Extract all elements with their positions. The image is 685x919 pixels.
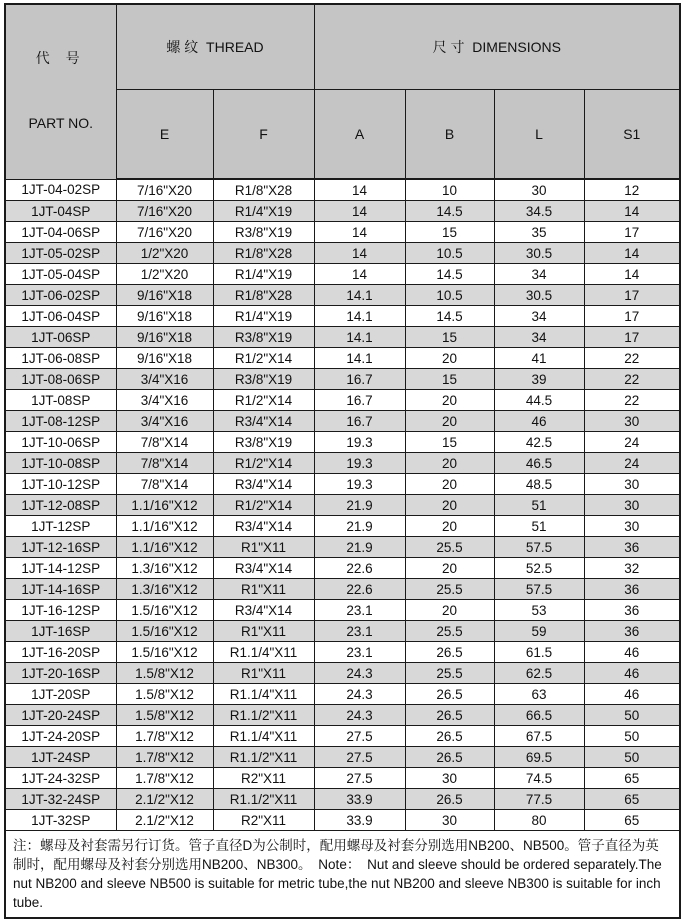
table-cell: 26.5	[405, 642, 494, 663]
table-row	[5, 558, 680, 579]
table-cell: 23.1	[314, 642, 405, 663]
table-cell: 63	[494, 684, 584, 705]
header-col-a: A	[314, 90, 405, 179]
table-cell: 1JT-06-02SP	[5, 285, 116, 306]
table-cell: 7/8"X14	[116, 453, 213, 474]
table-cell: 26.5	[405, 789, 494, 810]
table-cell: R3/4"X14	[213, 516, 314, 537]
table-cell: 14	[314, 222, 405, 243]
table-cell: 7/16"X20	[116, 179, 213, 201]
table-cell: 1JT-20SP	[5, 684, 116, 705]
table-cell: R3/8"X19	[213, 327, 314, 348]
table-cell: 27.5	[314, 747, 405, 768]
table-cell: 1.5/16"X12	[116, 600, 213, 621]
table-cell: 22	[584, 390, 680, 411]
table-row	[5, 411, 680, 432]
catalog-page	[4, 3, 681, 919]
table-cell: 61.5	[494, 642, 584, 663]
table-cell: 32	[584, 558, 680, 579]
table-cell: 1JT-16SP	[5, 621, 116, 642]
table-cell: 3/4"X16	[116, 390, 213, 411]
table-cell: 1JT-12SP	[5, 516, 116, 537]
table-cell: 14	[584, 264, 680, 285]
table-cell: R1/2"X14	[213, 495, 314, 516]
table-cell: R2"X11	[213, 810, 314, 831]
table-cell: 16.7	[314, 390, 405, 411]
table-cell: 19.3	[314, 432, 405, 453]
table-cell: R3/4"X14	[213, 558, 314, 579]
table-cell: 12	[584, 179, 680, 201]
table-cell: 50	[584, 705, 680, 726]
table-cell: 30.5	[494, 285, 584, 306]
table-cell: 14	[314, 179, 405, 201]
table-row	[5, 726, 680, 747]
table-cell: 20	[405, 390, 494, 411]
note-row	[5, 831, 680, 918]
table-row	[5, 453, 680, 474]
table-cell: 25.5	[405, 663, 494, 684]
table-row	[5, 768, 680, 789]
table-cell: 65	[584, 768, 680, 789]
table-cell: 26.5	[405, 705, 494, 726]
table-row	[5, 600, 680, 621]
header-dimensions-group: 尺 寸 DIMENSIONS	[314, 4, 680, 90]
table-body	[5, 179, 680, 831]
table-cell: 1.5/8"X12	[116, 684, 213, 705]
table-cell: 1JT-14-16SP	[5, 579, 116, 600]
table-row	[5, 243, 680, 264]
table-cell: 22.6	[314, 558, 405, 579]
table-cell: 1JT-24-20SP	[5, 726, 116, 747]
table-cell: R3/8"X19	[213, 369, 314, 390]
table-cell: 1JT-04-06SP	[5, 222, 116, 243]
table-cell: 42.5	[494, 432, 584, 453]
table-cell: 1.3/16"X12	[116, 558, 213, 579]
table-cell: R1/4"X19	[213, 201, 314, 222]
table-cell: 1JT-06SP	[5, 327, 116, 348]
table-footer	[5, 831, 680, 918]
table-row	[5, 179, 680, 201]
table-cell: 30	[584, 474, 680, 495]
table-row	[5, 621, 680, 642]
table-row	[5, 201, 680, 222]
table-cell: 80	[494, 810, 584, 831]
table-cell: 1.1/16"X12	[116, 516, 213, 537]
table-cell: 20	[405, 348, 494, 369]
header-col-f: F	[213, 90, 314, 179]
table-cell: 22.6	[314, 579, 405, 600]
table-cell: 67.5	[494, 726, 584, 747]
table-cell: 14	[314, 201, 405, 222]
table-cell: R1"X11	[213, 663, 314, 684]
table-row	[5, 663, 680, 684]
table-cell: 66.5	[494, 705, 584, 726]
table-cell: R1/2"X14	[213, 348, 314, 369]
table-cell: 1JT-12-08SP	[5, 495, 116, 516]
table-cell: 17	[584, 306, 680, 327]
header-thread-group: 螺 纹 THREAD	[116, 4, 314, 90]
table-cell: 1/2"X20	[116, 264, 213, 285]
table-cell: 20	[405, 453, 494, 474]
table-cell: 20	[405, 600, 494, 621]
table-cell: 26.5	[405, 726, 494, 747]
table-cell: 1JT-04SP	[5, 201, 116, 222]
table-cell: 20	[405, 516, 494, 537]
table-cell: 30	[494, 179, 584, 201]
table-cell: 1.5/16"X12	[116, 642, 213, 663]
table-cell: R3/4"X14	[213, 411, 314, 432]
table-cell: 14.5	[405, 201, 494, 222]
table-cell: 57.5	[494, 537, 584, 558]
table-row	[5, 495, 680, 516]
table-cell: 15	[405, 432, 494, 453]
table-cell: 1JT-12-16SP	[5, 537, 116, 558]
table-cell: 7/16"X20	[116, 222, 213, 243]
table-cell: 1.5/8"X12	[116, 705, 213, 726]
table-header	[5, 4, 680, 179]
table-cell: 9/16"X18	[116, 285, 213, 306]
table-row	[5, 264, 680, 285]
table-cell: 23.1	[314, 600, 405, 621]
table-cell: 22	[584, 348, 680, 369]
table-cell: 34	[494, 306, 584, 327]
table-cell: 10	[405, 179, 494, 201]
table-cell: 1JT-14-12SP	[5, 558, 116, 579]
table-cell: R1/8"X28	[213, 179, 314, 201]
table-cell: 53	[494, 600, 584, 621]
table-row	[5, 222, 680, 243]
table-row	[5, 348, 680, 369]
table-cell: 46	[494, 411, 584, 432]
table-cell: 33.9	[314, 810, 405, 831]
table-cell: R1.1/2"X11	[213, 747, 314, 768]
table-cell: 25.5	[405, 621, 494, 642]
table-cell: 26.5	[405, 747, 494, 768]
table-cell: 9/16"X18	[116, 327, 213, 348]
table-cell: 1JT-10-12SP	[5, 474, 116, 495]
table-cell: R1/2"X14	[213, 390, 314, 411]
table-cell: 21.9	[314, 537, 405, 558]
table-cell: 62.5	[494, 663, 584, 684]
table-cell: 1JT-20-16SP	[5, 663, 116, 684]
table-cell: 65	[584, 789, 680, 810]
table-cell: R1"X11	[213, 537, 314, 558]
table-cell: R1.1/2"X11	[213, 789, 314, 810]
table-cell: 10.5	[405, 243, 494, 264]
table-cell: R3/4"X14	[213, 600, 314, 621]
header-part-no-en: PART NO.	[28, 115, 94, 132]
table-cell: R1.1/4"X11	[213, 726, 314, 747]
table-cell: 36	[584, 600, 680, 621]
table-cell: R1.1/4"X11	[213, 684, 314, 705]
table-cell: 52.5	[494, 558, 584, 579]
table-cell: 34	[494, 327, 584, 348]
table-cell: 1.3/16"X12	[116, 579, 213, 600]
table-cell: 14.1	[314, 348, 405, 369]
table-cell: R1"X11	[213, 621, 314, 642]
table-cell: 1JT-24SP	[5, 747, 116, 768]
table-cell: 20	[405, 558, 494, 579]
table-cell: 1JT-20-24SP	[5, 705, 116, 726]
table-cell: 36	[584, 579, 680, 600]
table-cell: 46	[584, 684, 680, 705]
table-row	[5, 516, 680, 537]
table-cell: 48.5	[494, 474, 584, 495]
table-cell: 14	[314, 264, 405, 285]
table-cell: 2.1/2"X12	[116, 810, 213, 831]
table-cell: 34	[494, 264, 584, 285]
table-cell: 14.5	[405, 306, 494, 327]
table-cell: 30	[405, 768, 494, 789]
table-cell: 23.1	[314, 621, 405, 642]
table-cell: R1"X11	[213, 579, 314, 600]
table-cell: 16.7	[314, 411, 405, 432]
table-cell: 1JT-04-02SP	[5, 179, 116, 201]
table-cell: 1JT-08SP	[5, 390, 116, 411]
table-cell: 17	[584, 222, 680, 243]
table-cell: 30	[405, 810, 494, 831]
table-cell: 15	[405, 327, 494, 348]
table-cell: 24	[584, 453, 680, 474]
table-cell: R1.1/2"X11	[213, 705, 314, 726]
table-row	[5, 474, 680, 495]
table-cell: 2.1/2"X12	[116, 789, 213, 810]
table-cell: 1JT-08-12SP	[5, 411, 116, 432]
header-col-s1: S1	[584, 90, 680, 179]
table-row	[5, 579, 680, 600]
table-cell: R2"X11	[213, 768, 314, 789]
table-row	[5, 306, 680, 327]
table-cell: 1JT-16-12SP	[5, 600, 116, 621]
table-cell: 1.1/16"X12	[116, 495, 213, 516]
table-cell: 1JT-10-06SP	[5, 432, 116, 453]
table-cell: R1/8"X28	[213, 285, 314, 306]
table-cell: 41	[494, 348, 584, 369]
table-cell: 26.5	[405, 684, 494, 705]
header-col-l: L	[494, 90, 584, 179]
table-cell: 27.5	[314, 768, 405, 789]
table-cell: 1JT-06-04SP	[5, 306, 116, 327]
table-cell: R3/8"X19	[213, 432, 314, 453]
table-cell: 10.5	[405, 285, 494, 306]
table-cell: 17	[584, 327, 680, 348]
table-cell: 1JT-32-24SP	[5, 789, 116, 810]
table-row	[5, 537, 680, 558]
table-row	[5, 369, 680, 390]
table-cell: 24.3	[314, 663, 405, 684]
table-row	[5, 642, 680, 663]
table-cell: 3/4"X16	[116, 411, 213, 432]
table-cell: 7/8"X14	[116, 474, 213, 495]
table-cell: R3/4"X14	[213, 474, 314, 495]
table-cell: R1.1/4"X11	[213, 642, 314, 663]
table-cell: 74.5	[494, 768, 584, 789]
table-cell: 14	[314, 243, 405, 264]
table-cell: 30.5	[494, 243, 584, 264]
table-cell: 24.3	[314, 684, 405, 705]
table-cell: 19.3	[314, 453, 405, 474]
table-row	[5, 747, 680, 768]
table-cell: 14.1	[314, 285, 405, 306]
table-cell: 1JT-24-32SP	[5, 768, 116, 789]
table-cell: 1/2"X20	[116, 243, 213, 264]
table-cell: 24	[584, 432, 680, 453]
table-row	[5, 789, 680, 810]
table-cell: 14.5	[405, 264, 494, 285]
table-cell: 51	[494, 495, 584, 516]
table-cell: 25.5	[405, 579, 494, 600]
table-row	[5, 390, 680, 411]
table-cell: 14	[584, 201, 680, 222]
table-cell: 9/16"X18	[116, 348, 213, 369]
table-cell: 1JT-16-20SP	[5, 642, 116, 663]
header-col-e: E	[116, 90, 213, 179]
table-cell: 46.5	[494, 453, 584, 474]
table-cell: 20	[405, 495, 494, 516]
table-cell: 15	[405, 369, 494, 390]
table-cell: 1.5/16"X12	[116, 621, 213, 642]
table-cell: 19.3	[314, 474, 405, 495]
header-part-no	[5, 4, 116, 179]
table-cell: R1/4"X19	[213, 306, 314, 327]
table-row	[5, 810, 680, 831]
table-cell: 1JT-10-08SP	[5, 453, 116, 474]
table-cell: 17	[584, 285, 680, 306]
table-cell: 30	[584, 516, 680, 537]
table-cell: 51	[494, 516, 584, 537]
header-col-b: B	[405, 90, 494, 179]
table-cell: 39	[494, 369, 584, 390]
table-cell: 1.1/16"X12	[116, 537, 213, 558]
table-cell: 36	[584, 537, 680, 558]
table-cell: 46	[584, 663, 680, 684]
table-row	[5, 705, 680, 726]
table-cell: 21.9	[314, 516, 405, 537]
table-cell: 1JT-05-04SP	[5, 264, 116, 285]
table-cell: 20	[405, 411, 494, 432]
table-cell: R1/8"X28	[213, 243, 314, 264]
table-cell: 1JT-32SP	[5, 810, 116, 831]
table-cell: 1JT-06-08SP	[5, 348, 116, 369]
table-cell: 9/16"X18	[116, 306, 213, 327]
table-cell: 46	[584, 642, 680, 663]
table-cell: 69.5	[494, 747, 584, 768]
table-cell: 25.5	[405, 537, 494, 558]
table-cell: 77.5	[494, 789, 584, 810]
table-cell: 36	[584, 621, 680, 642]
header-part-no-cn: 代 号	[35, 50, 86, 67]
table-cell: 22	[584, 369, 680, 390]
table-cell: 15	[405, 222, 494, 243]
table-cell: 1.5/8"X12	[116, 663, 213, 684]
header-group-row	[5, 4, 680, 90]
table-cell: 1JT-05-02SP	[5, 243, 116, 264]
table-cell: 1.7/8"X12	[116, 768, 213, 789]
table-cell: 30	[584, 495, 680, 516]
table-cell: 1.7/8"X12	[116, 726, 213, 747]
table-cell: 33.9	[314, 789, 405, 810]
table-cell: 14	[584, 243, 680, 264]
table-cell: 30	[584, 411, 680, 432]
spec-table	[4, 3, 681, 919]
table-cell: 34.5	[494, 201, 584, 222]
table-cell: 59	[494, 621, 584, 642]
table-cell: 57.5	[494, 579, 584, 600]
table-cell: 21.9	[314, 495, 405, 516]
table-cell: R1/2"X14	[213, 453, 314, 474]
table-cell: R3/8"X19	[213, 222, 314, 243]
table-cell: 14.1	[314, 327, 405, 348]
table-cell: 27.5	[314, 726, 405, 747]
table-cell: 35	[494, 222, 584, 243]
table-cell: 16.7	[314, 369, 405, 390]
table-cell: 1.7/8"X12	[116, 747, 213, 768]
table-row	[5, 327, 680, 348]
table-cell: 7/8"X14	[116, 432, 213, 453]
table-cell: R1/4"X19	[213, 264, 314, 285]
footnote: 注：螺母及衬套需另行订货。管子直径D为公制时，配用螺母及衬套分别选用NB200、NB500。管子直径为英制时，配用螺母及衬套分别选用NB200、NB300。 Note： Nut and sleeve should be ordered separately.The nut NB200 and sleeve NB500 is suitable for metric tube,the nut NB200 and sleeve NB300 is suitable for inch tube.	[5, 831, 680, 918]
table-cell: 7/16"X20	[116, 201, 213, 222]
table-cell: 3/4"X16	[116, 369, 213, 390]
table-row	[5, 432, 680, 453]
table-cell: 44.5	[494, 390, 584, 411]
table-cell: 20	[405, 474, 494, 495]
table-cell: 14.1	[314, 306, 405, 327]
table-cell: 65	[584, 810, 680, 831]
table-row	[5, 684, 680, 705]
table-cell: 50	[584, 726, 680, 747]
table-cell: 24.3	[314, 705, 405, 726]
table-cell: 50	[584, 747, 680, 768]
table-cell: 1JT-08-06SP	[5, 369, 116, 390]
table-row	[5, 285, 680, 306]
